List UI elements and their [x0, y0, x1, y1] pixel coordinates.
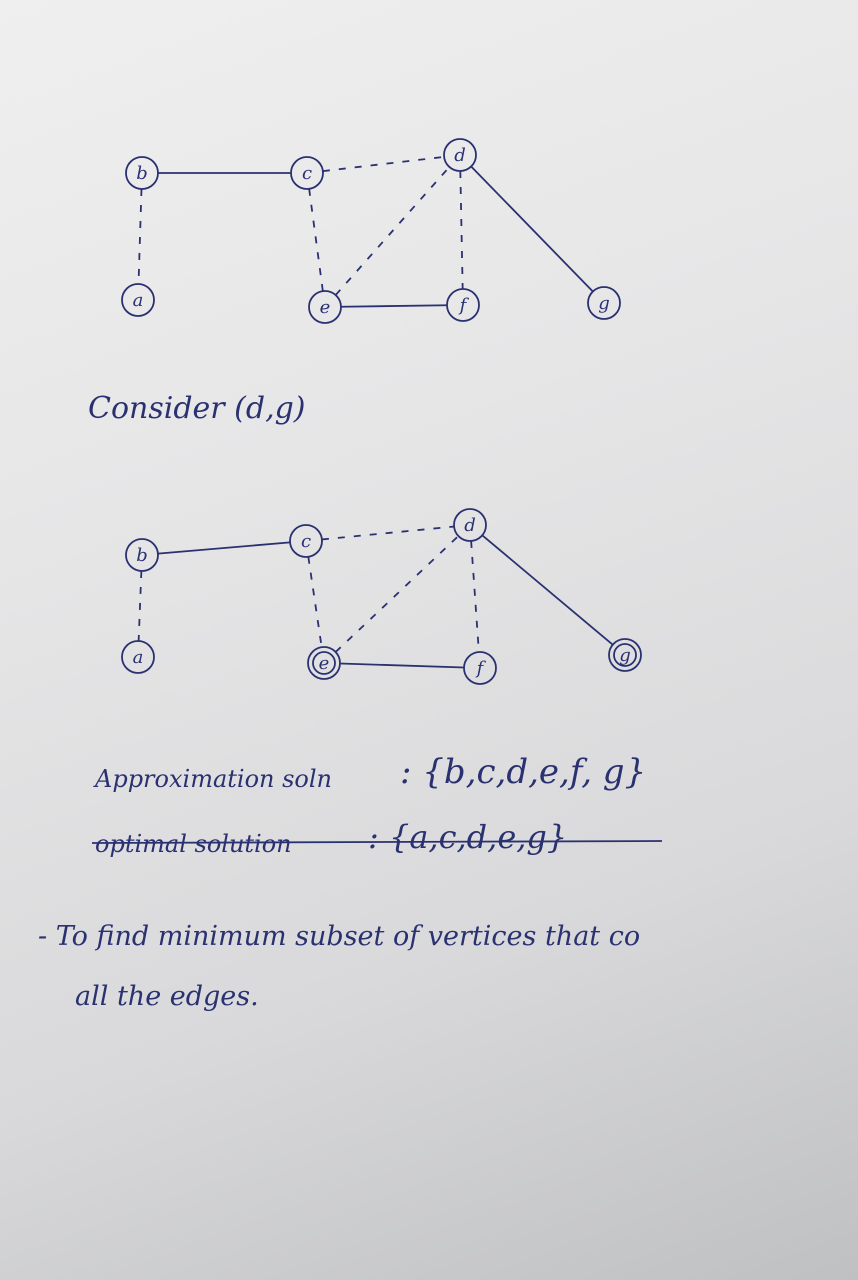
graph2-edge-e-d	[336, 536, 459, 652]
graph2-node-label-e: e	[318, 653, 330, 674]
graph2-edge-b-c	[158, 542, 290, 553]
graph2-node-a	[122, 641, 154, 673]
graph1-node-label-b: b	[136, 163, 148, 184]
graph-2-nodes	[122, 509, 641, 684]
graph2-node-b	[126, 539, 158, 571]
graph2-node-c	[290, 525, 322, 557]
graph1-node-f	[447, 289, 479, 321]
note-line-1: - To find minimum subset of vertices that co	[38, 921, 641, 952]
graph1-node-e	[309, 291, 341, 323]
graph1-edge-b-a	[139, 189, 142, 284]
graph2-edge-b-a	[139, 571, 142, 641]
graph1-node-g	[588, 287, 620, 319]
optimal-set: : {a,c,d,e,g}	[368, 818, 568, 856]
note-line-2: all the edges.	[75, 981, 259, 1012]
approximation-set: : {b,c,d,e,f, g}	[400, 752, 647, 792]
graph2-node-d	[454, 509, 486, 541]
graph2-node-e	[308, 647, 340, 679]
graph2-node-label-f: f	[476, 658, 484, 679]
graph2-edge-d-f	[471, 541, 479, 652]
graph2-edge-c-e	[308, 557, 321, 647]
graph1-edge-d-g	[471, 166, 593, 291]
graph1-edge-e-f	[341, 305, 447, 307]
graph1-node-label-c: c	[301, 163, 313, 184]
graph2-node-label-a: a	[132, 647, 144, 668]
graph1-node-d	[444, 139, 476, 171]
graph1-node-b	[126, 157, 158, 189]
graph2-node-label-g: g	[619, 645, 631, 666]
graph1-edge-d-f	[460, 171, 462, 289]
graph2-edge-c-d	[322, 527, 454, 540]
graph-1-nodes	[122, 139, 620, 323]
graph-1	[122, 139, 620, 323]
graph1-node-label-f: f	[459, 295, 467, 316]
consider-label: Consider (d,g)	[88, 391, 306, 426]
graph1-node-label-e: e	[319, 297, 331, 318]
graph1-edge-e-d	[336, 167, 450, 295]
graph-2-edges	[139, 527, 613, 668]
graph1-node-label-a: a	[132, 290, 144, 311]
graph1-edge-c-e	[309, 189, 323, 291]
graph1-node-a	[122, 284, 154, 316]
graph2-node-g	[609, 639, 641, 671]
graph2-node-label-d: d	[464, 515, 476, 536]
graph2-node-label-b: b	[136, 545, 148, 566]
graph-1-edges	[139, 157, 593, 307]
graph2-node-f	[464, 652, 496, 684]
graph-2	[122, 509, 641, 684]
graph1-node-label-d: d	[454, 145, 466, 166]
graph2-node-label-c: c	[300, 531, 312, 552]
graph2-edge-d-g	[482, 535, 612, 644]
graph1-node-c	[291, 157, 323, 189]
graph1-edge-c-d	[323, 157, 444, 171]
graph2-edge-e-f	[340, 664, 464, 668]
graph1-node-label-g: g	[598, 293, 610, 314]
optimal-label: optimal solution	[95, 830, 292, 858]
approximation-label: Approximation soln	[95, 765, 333, 793]
